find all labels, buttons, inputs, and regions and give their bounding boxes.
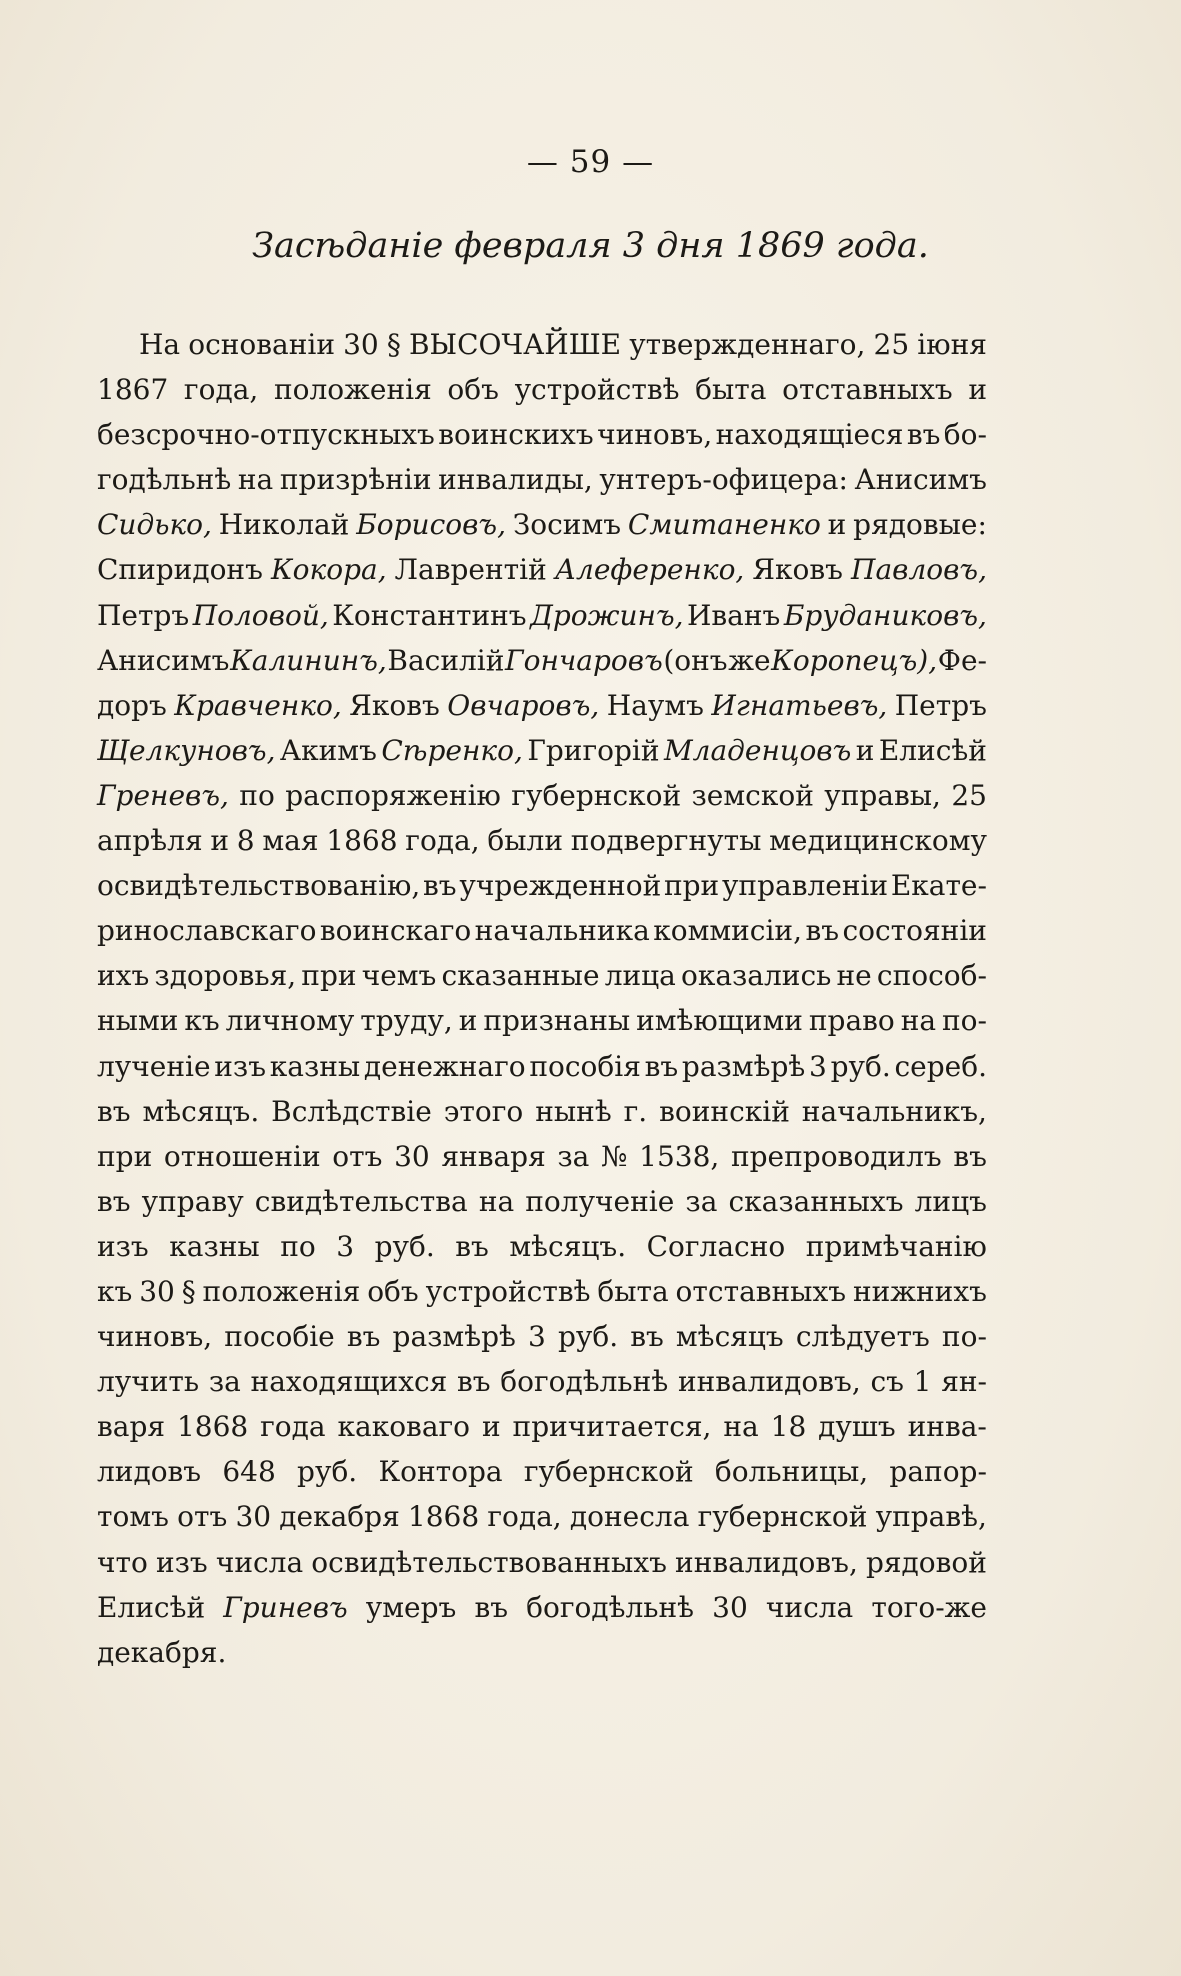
word: 1868 [176,1410,249,1444]
word: г. [623,1094,648,1128]
word: Яковъ [752,553,843,587]
word: января [441,1139,546,1173]
word: за [685,1184,718,1218]
word: воинскій [659,1094,790,1128]
word: 30 [235,1500,272,1534]
word: пособіе [224,1320,335,1354]
word: объ [447,373,499,407]
word: мѣсяцъ. [142,1094,260,1128]
word: Анисимъ [97,643,230,677]
word: Екате- [890,869,987,903]
italic-name: Коропецъ), [771,643,938,677]
word: сказанные [441,959,600,993]
word: руб. [830,1049,891,1083]
word: Анисимъ [854,463,987,497]
text-line [97,998,987,1043]
word: безсрочно-отпускныхъ [97,418,435,452]
word: оказались [680,959,832,993]
word: въ [423,869,457,903]
word: Петръ [97,598,190,632]
section-heading: Засѣданіе февраля 3 дня 1869 года. [252,226,929,266]
word: № [601,1139,628,1173]
word: труду, [360,1004,453,1038]
word: каковаго [337,1410,471,1444]
word: управѣ, [875,1500,987,1534]
word: были [487,824,563,858]
word: и [210,824,230,858]
word: личному [225,1004,355,1038]
word: отношеніи [163,1139,321,1173]
word: и [855,733,875,767]
word: причитается, [512,1410,712,1444]
text-line [97,683,987,728]
word: Фе- [937,643,987,677]
word: умеръ [365,1590,457,1624]
word: больницы, [714,1455,869,1489]
word: мѣсяцъ [675,1320,784,1354]
word: управленіи [721,869,889,903]
word: быта [695,373,767,407]
word: ВЫСОЧАЙШЕ [408,328,622,361]
word: ринославскаго [97,914,317,948]
word: слѣдуетъ [795,1320,930,1354]
italic-name: Смитаненко [627,508,821,542]
italic-name: Алеференко, [554,553,745,587]
word: 648 [222,1455,276,1489]
word: богодѣльнѣ [526,1590,695,1624]
word: признаны [483,1004,631,1038]
text-line [97,1449,987,1494]
word: способ- [876,959,987,993]
text-line [97,412,987,457]
word: 3 [336,1229,355,1263]
word: іюня [917,328,987,361]
word: отставныхъ [782,373,953,407]
word: воинскихъ [438,418,594,452]
word: лицъ [914,1184,987,1218]
word: на [723,1410,759,1444]
word: декабря. [97,1635,227,1669]
word: апрѣля [97,824,203,858]
word: находящіеся [715,418,904,452]
word: начальникъ, [801,1094,987,1128]
word: денежнаго [363,1049,526,1083]
word: право [808,1004,895,1038]
word: инвалидовъ, [677,1365,861,1399]
word: свидѣтельства [254,1184,468,1218]
italic-name: Калининъ, [230,643,387,677]
word: томъ [97,1500,169,1534]
word: нижнихъ [852,1274,987,1308]
word: 18 [770,1410,807,1444]
word: медицинскому [769,824,987,858]
word: § [386,328,401,361]
text-line [97,1044,987,1089]
word: устройствѣ [514,373,680,407]
italic-name: Половой, [192,598,329,632]
word: 30 [139,1274,175,1308]
word: инвалиды, [438,463,593,497]
italic-name: Игнатьевъ, [711,688,888,722]
word: числа [215,1545,304,1579]
word: чиновъ, [97,1320,213,1354]
word: учрежденной [459,869,662,903]
word: положенія [202,1274,361,1308]
word: въ [805,914,840,948]
word: Елисѣй [97,1590,206,1624]
body-paragraph [97,322,987,1675]
word: положенія [273,373,432,407]
page-number: — 59 — [526,144,655,180]
word: и [827,508,847,542]
italic-name: Гончаровъ [505,643,663,677]
italic-name: Борисовъ, [356,508,506,542]
word: Николай [218,508,350,542]
word: въ [953,1139,987,1173]
word: Константинъ [332,598,527,632]
word: на [478,1184,515,1218]
word: казны [169,1229,260,1263]
word: въ [97,1184,131,1218]
word: отставныхъ [675,1274,847,1308]
word: сереб. [894,1049,987,1083]
word: коммисіи, [653,914,802,948]
word: въ [455,1229,489,1263]
word: примѣчанію [805,1229,987,1263]
word: отъ [332,1139,383,1173]
word: инва- [907,1410,987,1444]
word: имѣющими [636,1004,803,1038]
word: Зосимъ [512,508,622,542]
word: губернской [523,1455,694,1489]
word: изъ [97,1229,149,1263]
word: Василій [387,643,505,677]
word: отъ [177,1500,228,1534]
text-line [97,953,987,998]
text-line [97,502,987,547]
italic-name: Младенцовъ [663,733,852,767]
text-line [97,908,987,953]
text-line [97,1585,987,1630]
text-line [97,1630,987,1675]
word: въ [474,1590,509,1624]
word: годѣльнѣ [97,463,232,497]
word: въ [644,1049,679,1083]
word: 25 [873,328,910,361]
word: въ [906,418,941,452]
italic-name: Кравченко, [174,688,342,722]
word: Лаврентій [394,553,547,587]
word: губернской [697,1500,868,1534]
text-line [97,1540,987,1585]
text-line [97,728,987,773]
text-line [97,547,987,592]
word: инвалидовъ, [675,1545,858,1579]
word: въ [97,1094,131,1128]
text-line [97,1314,987,1359]
word: состояніи [842,914,987,948]
word: года [260,1410,326,1444]
word: ными [97,1004,179,1038]
word: Григорій [527,733,660,767]
word: по- [942,1004,987,1038]
italic-name: Кокора, [270,553,387,587]
text-line [97,322,987,367]
word: распоряженію [285,778,501,812]
word: не [836,959,872,993]
italic-name: Павловъ, [851,553,987,587]
word: Согласно [646,1229,786,1263]
word: На [139,328,181,361]
text-line [97,1224,987,1269]
word: чемъ [361,959,437,993]
word: 1 [913,1365,932,1399]
text-line [97,818,987,863]
word: объ [367,1274,419,1308]
word: 30 [394,1139,430,1173]
word: 1868 [407,1500,480,1534]
word: при [301,959,357,993]
word: за [208,1365,241,1399]
word: Акимъ [279,733,377,767]
word: этого [443,1094,524,1128]
word: призрѣніи [279,463,432,497]
italic-name: Гриневъ [223,1590,348,1624]
word: размѣрѣ [681,1049,806,1083]
word: богодѣльнѣ [500,1365,669,1399]
word: подвергнуты [570,824,762,858]
word: варя [97,1410,166,1444]
word: начальника [474,914,650,948]
word: и [481,1410,501,1444]
italic-name: Греневъ, [97,778,229,812]
word: руб. [557,1320,619,1354]
italic-name: Бруданиковъ, [783,598,987,632]
word: при [97,1139,153,1173]
word: года, [487,1500,562,1534]
text-line [97,863,987,908]
word: 25 [951,778,987,812]
word: числа [765,1590,854,1624]
text-line [97,1359,987,1404]
word: изъ [214,1049,267,1083]
word: на [900,1004,937,1038]
word: же [728,643,771,677]
word: мая [262,824,319,858]
word: ян- [941,1365,987,1399]
word: рапор- [889,1455,987,1489]
word: рядовые: [853,508,987,542]
word: душъ [818,1410,896,1444]
word: декабря [279,1500,400,1534]
word: руб. [374,1229,435,1263]
text-line [97,1269,987,1314]
word: къ [97,1274,133,1308]
word: лица [604,959,676,993]
word: полученіе [525,1184,675,1218]
word: мѣсяцъ. [509,1229,627,1263]
word: губернской [511,778,682,812]
word: Спиридонъ [97,553,263,587]
word: лученіе [97,1049,211,1083]
word: изъ [155,1545,208,1579]
text-line [97,1134,987,1179]
word: 1867 [97,373,169,407]
word: 8 [236,824,255,858]
word: рядовой [865,1545,987,1579]
word: по [280,1229,316,1263]
word: къ [184,1004,220,1038]
word: Петръ [894,688,987,722]
word: воинскаго [319,914,472,948]
word: донесла [569,1500,690,1534]
word: препроводилъ [730,1139,942,1173]
italic-name: Дрожинъ, [530,598,684,632]
word: съ [870,1365,904,1399]
word: унтеръ-офицера: [599,463,848,497]
text-line [97,593,987,638]
word: бо- [943,418,987,452]
text-line [97,457,987,502]
word: 1538, [639,1139,720,1173]
word: и [968,373,987,407]
word: быта [597,1274,669,1308]
word: § [181,1274,196,1308]
word: что [97,1545,148,1579]
word: лидовъ [97,1455,202,1489]
word: при [663,869,720,903]
text-line [97,773,987,818]
word: Яковъ [349,688,440,722]
word: земской [691,778,814,812]
word: въ [346,1320,381,1354]
word: освидѣтельствованныхъ [311,1545,667,1579]
word: нынѣ [535,1094,612,1128]
word: размѣрѣ [392,1320,516,1354]
word: лучить [97,1365,200,1399]
word: утвержденнаго, [629,328,866,361]
word: Елисѣй [878,733,987,767]
word: въ [630,1320,664,1354]
word: основаніи [188,328,336,361]
word: на [237,463,274,497]
word: и [458,1004,478,1038]
text-line [97,1494,987,1539]
italic-name: Овчаровъ, [447,688,600,722]
word: находящихся [250,1365,448,1399]
word: (онъ [663,643,728,677]
word: ихъ [97,959,150,993]
word: здоровья, [154,959,297,993]
word: 1868 [326,824,398,858]
text-line [97,1404,987,1449]
word: 30 [712,1590,748,1624]
word: по- [941,1320,987,1354]
word: за [557,1139,590,1173]
word: Иванъ [687,598,781,632]
word: чиновъ, [597,418,713,452]
word: Контора [378,1455,503,1489]
word: управу [141,1184,244,1218]
word: сказанныхъ [728,1184,904,1218]
text-line [97,1089,987,1134]
italic-name: Сѣренко, [381,733,523,767]
word: руб. [297,1455,358,1489]
text-line [97,638,987,683]
word: 3 [809,1049,827,1083]
word: того-же [871,1590,987,1624]
word: управы, [824,778,941,812]
word: Наумъ [606,688,704,722]
italic-name: Щелкуновъ, [97,733,276,767]
word: по [239,778,275,812]
text-line [97,367,987,412]
text-line [97,1179,987,1224]
word: года, [183,373,259,407]
word: казны [269,1049,361,1083]
word: въ [457,1365,491,1399]
word: 30 [343,328,379,361]
word: освидѣтельствованію, [97,869,421,903]
word: года, [405,824,480,858]
italic-name: Сидько, [97,508,212,542]
word: пособія [529,1049,641,1083]
word: устройствѣ [425,1274,591,1308]
word: 3 [528,1320,546,1354]
word: доръ [97,688,167,722]
word: Вслѣдствіе [271,1094,432,1128]
